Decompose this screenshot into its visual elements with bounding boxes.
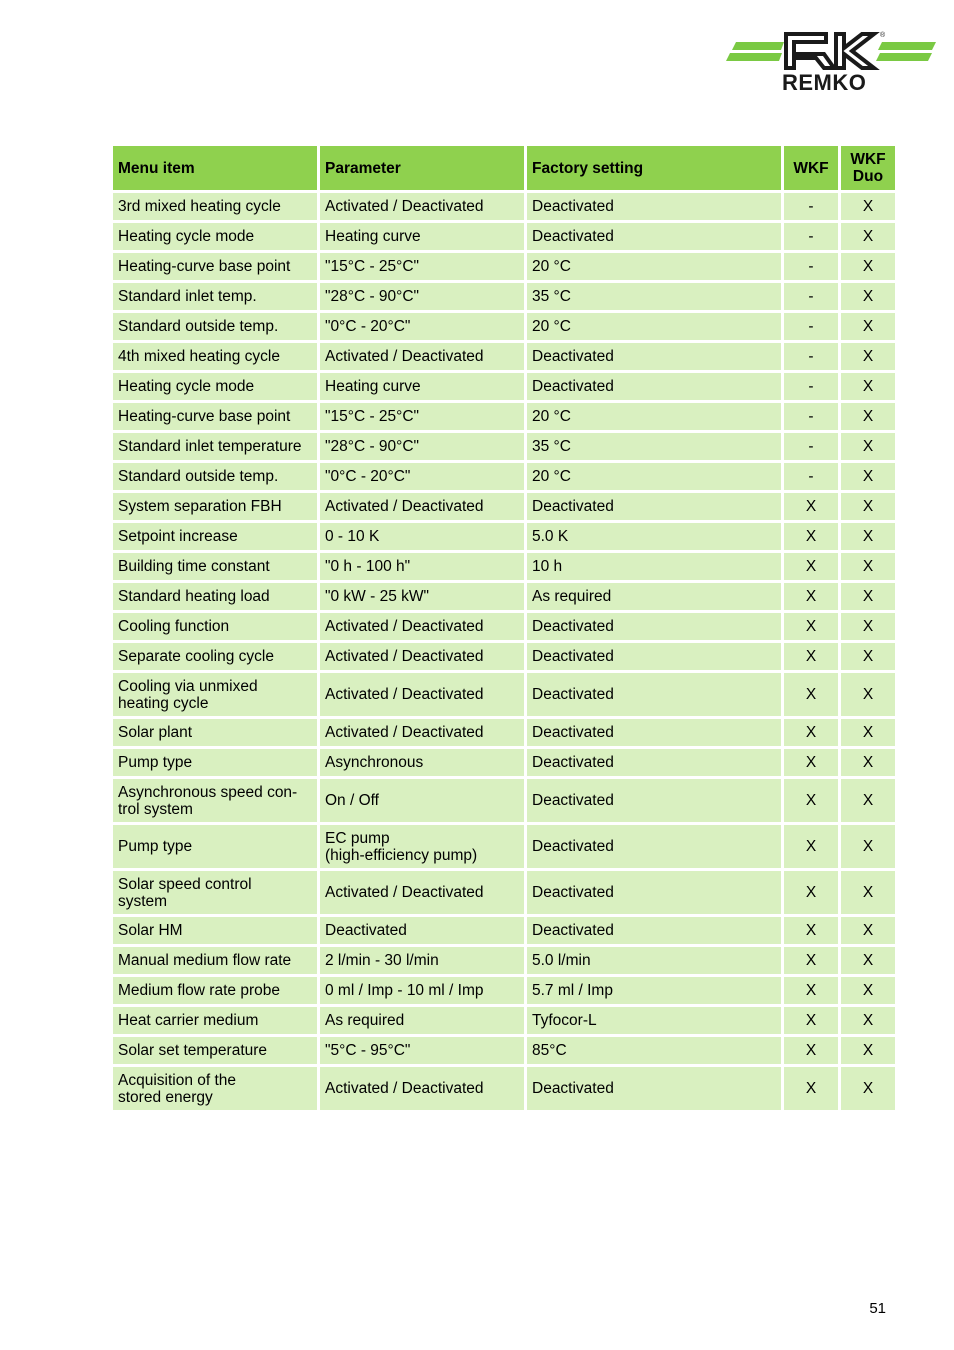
- parameter-cell: "28°C - 90°C": [320, 433, 524, 460]
- table-row: [113, 523, 895, 550]
- wkf-cell: X: [784, 1067, 838, 1110]
- table-row: [113, 583, 895, 610]
- wkf-cell: -: [784, 373, 838, 400]
- wkf-cell: X: [784, 673, 838, 716]
- factory-setting-cell: Deactivated: [527, 825, 781, 868]
- wkf-cell: X: [784, 871, 838, 914]
- wkf-duo-cell: X: [841, 283, 895, 310]
- factory-setting-cell: 20 °C: [527, 313, 781, 340]
- svg-text:REMKO: REMKO: [782, 70, 867, 94]
- menu-item-cell: Solar speed control system: [113, 871, 317, 914]
- parameter-cell: Activated / Deactivated: [320, 613, 524, 640]
- wkf-cell: X: [784, 977, 838, 1004]
- parameter-cell: Activated / Deactivated: [320, 643, 524, 670]
- parameter-cell: Activated / Deactivated: [320, 871, 524, 914]
- menu-item-cell: Cooling function: [113, 613, 317, 640]
- table-row: [113, 343, 895, 370]
- parameter-cell: Asynchronous: [320, 749, 524, 776]
- menu-item-cell: Separate cooling cycle: [113, 643, 317, 670]
- menu-item-cell: Cooling via unmixed heating cycle: [113, 673, 317, 716]
- factory-setting-cell: 20 °C: [527, 463, 781, 490]
- wkf-duo-cell: X: [841, 643, 895, 670]
- table-row: [113, 643, 895, 670]
- wkf-cell: -: [784, 403, 838, 430]
- menu-item-cell: Acquisition of the stored energy: [113, 1067, 317, 1110]
- svg-text:®: ®: [880, 32, 886, 39]
- factory-setting-cell: 20 °C: [527, 253, 781, 280]
- parameter-cell: Deactivated: [320, 917, 524, 944]
- table-row: [113, 193, 895, 220]
- column-header-factory-setting: Factory setting: [527, 146, 781, 190]
- wkf-cell: X: [784, 825, 838, 868]
- table-row: [113, 947, 895, 974]
- wkf-duo-cell: X: [841, 193, 895, 220]
- menu-item-cell: Heating-curve base point: [113, 403, 317, 430]
- wkf-duo-cell: X: [841, 553, 895, 580]
- factory-setting-cell: Deactivated: [527, 373, 781, 400]
- factory-setting-cell: Deactivated: [527, 343, 781, 370]
- table-row: [113, 613, 895, 640]
- parameter-cell: 0 ml / Imp - 10 ml / Imp: [320, 977, 524, 1004]
- factory-setting-cell: 5.0 K: [527, 523, 781, 550]
- parameter-cell: As required: [320, 1007, 524, 1034]
- wkf-duo-cell: X: [841, 403, 895, 430]
- parameter-cell: Activated / Deactivated: [320, 493, 524, 520]
- menu-item-cell: Heating cycle mode: [113, 373, 317, 400]
- table-body: [113, 193, 895, 1110]
- column-header-parameter: Parameter: [320, 146, 524, 190]
- parameter-cell: "0 kW - 25 kW": [320, 583, 524, 610]
- table-row: [113, 1007, 895, 1034]
- column-header-wkf-duo: WKF Duo: [841, 146, 895, 190]
- menu-item-cell: Manual medium flow rate: [113, 947, 317, 974]
- factory-setting-cell: Deactivated: [527, 493, 781, 520]
- parameter-cell: "0 h - 100 h": [320, 553, 524, 580]
- factory-setting-cell: 5.0 l/min: [527, 947, 781, 974]
- parameter-table: [110, 143, 898, 1113]
- table-row: [113, 313, 895, 340]
- factory-setting-cell: Tyfocor-L: [527, 1007, 781, 1034]
- wkf-duo-cell: X: [841, 977, 895, 1004]
- table-row: [113, 433, 895, 460]
- parameter-cell: "5°C - 95°C": [320, 1037, 524, 1064]
- table-row: [113, 719, 895, 746]
- parameter-cell: 0 - 10 K: [320, 523, 524, 550]
- table-row: [113, 673, 895, 716]
- factory-setting-cell: Deactivated: [527, 223, 781, 250]
- wkf-duo-cell: X: [841, 493, 895, 520]
- page-number: 51: [869, 1300, 886, 1317]
- wkf-cell: X: [784, 553, 838, 580]
- factory-setting-cell: 5.7 ml / Imp: [527, 977, 781, 1004]
- table-row: [113, 373, 895, 400]
- wkf-cell: X: [784, 917, 838, 944]
- parameter-cell: Activated / Deactivated: [320, 1067, 524, 1110]
- table-row: [113, 917, 895, 944]
- menu-item-cell: Standard heating load: [113, 583, 317, 610]
- factory-setting-cell: Deactivated: [527, 871, 781, 914]
- factory-setting-cell: As required: [527, 583, 781, 610]
- parameter-cell: EC pump (high-efficiency pump): [320, 825, 524, 868]
- factory-setting-cell: Deactivated: [527, 643, 781, 670]
- wkf-duo-cell: X: [841, 223, 895, 250]
- table-row: [113, 825, 895, 868]
- wkf-duo-cell: X: [841, 463, 895, 490]
- parameter-cell: "0°C - 20°C": [320, 313, 524, 340]
- wkf-duo-cell: X: [841, 825, 895, 868]
- wkf-cell: X: [784, 947, 838, 974]
- factory-setting-cell: Deactivated: [527, 1067, 781, 1110]
- parameter-cell: Heating curve: [320, 223, 524, 250]
- parameter-cell: "15°C - 25°C": [320, 253, 524, 280]
- factory-setting-cell: Deactivated: [527, 613, 781, 640]
- menu-item-cell: Heating-curve base point: [113, 253, 317, 280]
- wkf-cell: X: [784, 719, 838, 746]
- wkf-cell: X: [784, 643, 838, 670]
- wkf-duo-cell: X: [841, 719, 895, 746]
- wkf-duo-cell: X: [841, 613, 895, 640]
- menu-item-cell: Solar plant: [113, 719, 317, 746]
- column-header-wkf: WKF: [784, 146, 838, 190]
- wkf-duo-cell: X: [841, 871, 895, 914]
- table-row: [113, 253, 895, 280]
- wkf-cell: X: [784, 523, 838, 550]
- wkf-cell: X: [784, 749, 838, 776]
- menu-item-cell: Standard inlet temperature: [113, 433, 317, 460]
- table-row: [113, 749, 895, 776]
- factory-setting-cell: Deactivated: [527, 779, 781, 822]
- table-row: [113, 553, 895, 580]
- wkf-duo-cell: X: [841, 313, 895, 340]
- factory-setting-cell: 35 °C: [527, 433, 781, 460]
- wkf-duo-cell: X: [841, 917, 895, 944]
- factory-setting-cell: Deactivated: [527, 719, 781, 746]
- table-row: [113, 779, 895, 822]
- table-row: [113, 223, 895, 250]
- wkf-cell: -: [784, 433, 838, 460]
- factory-setting-cell: Deactivated: [527, 673, 781, 716]
- parameter-cell: Activated / Deactivated: [320, 193, 524, 220]
- wkf-duo-cell: X: [841, 779, 895, 822]
- menu-item-cell: Pump type: [113, 749, 317, 776]
- wkf-cell: X: [784, 613, 838, 640]
- parameter-cell: "28°C - 90°C": [320, 283, 524, 310]
- parameter-cell: Heating curve: [320, 373, 524, 400]
- wkf-duo-cell: X: [841, 343, 895, 370]
- parameter-cell: "0°C - 20°C": [320, 463, 524, 490]
- table-row: [113, 1037, 895, 1064]
- menu-item-cell: Standard outside temp.: [113, 313, 317, 340]
- wkf-duo-cell: X: [841, 373, 895, 400]
- menu-item-cell: Standard inlet temp.: [113, 283, 317, 310]
- factory-setting-cell: 35 °C: [527, 283, 781, 310]
- wkf-duo-cell: X: [841, 1037, 895, 1064]
- menu-item-cell: Heat carrier medium: [113, 1007, 317, 1034]
- table-row: [113, 283, 895, 310]
- table-row: [113, 463, 895, 490]
- wkf-duo-cell: X: [841, 947, 895, 974]
- wkf-cell: X: [784, 779, 838, 822]
- wkf-cell: -: [784, 343, 838, 370]
- menu-item-cell: Medium flow rate probe: [113, 977, 317, 1004]
- parameter-cell: "15°C - 25°C": [320, 403, 524, 430]
- wkf-duo-cell: X: [841, 1007, 895, 1034]
- table-row: [113, 1067, 895, 1110]
- table-row: [113, 403, 895, 430]
- menu-item-cell: 3rd mixed heating cycle: [113, 193, 317, 220]
- factory-setting-cell: Deactivated: [527, 917, 781, 944]
- wkf-cell: X: [784, 1037, 838, 1064]
- table-header-row: [113, 146, 895, 190]
- wkf-cell: X: [784, 1007, 838, 1034]
- factory-setting-cell: Deactivated: [527, 749, 781, 776]
- factory-setting-cell: 10 h: [527, 553, 781, 580]
- menu-item-cell: Heating cycle mode: [113, 223, 317, 250]
- wkf-cell: -: [784, 193, 838, 220]
- factory-setting-cell: 20 °C: [527, 403, 781, 430]
- menu-item-cell: 4th mixed heating cycle: [113, 343, 317, 370]
- menu-item-cell: Solar HM: [113, 917, 317, 944]
- wkf-duo-cell: X: [841, 253, 895, 280]
- wkf-cell: -: [784, 313, 838, 340]
- table-row: [113, 977, 895, 1004]
- wkf-cell: -: [784, 253, 838, 280]
- wkf-duo-cell: X: [841, 433, 895, 460]
- factory-setting-cell: 85°C: [527, 1037, 781, 1064]
- wkf-duo-cell: X: [841, 673, 895, 716]
- parameter-cell: Activated / Deactivated: [320, 673, 524, 716]
- wkf-duo-cell: X: [841, 1067, 895, 1110]
- remko-logo: [724, 28, 938, 94]
- parameter-cell: On / Off: [320, 779, 524, 822]
- parameter-cell: 2 l/min - 30 l/min: [320, 947, 524, 974]
- table-row: [113, 871, 895, 914]
- wkf-cell: -: [784, 283, 838, 310]
- menu-item-cell: Pump type: [113, 825, 317, 868]
- wkf-duo-cell: X: [841, 749, 895, 776]
- table-row: [113, 493, 895, 520]
- menu-item-cell: Asynchronous speed con- trol system: [113, 779, 317, 822]
- wkf-cell: X: [784, 583, 838, 610]
- factory-setting-cell: Deactivated: [527, 193, 781, 220]
- wkf-duo-cell: X: [841, 523, 895, 550]
- menu-item-cell: Building time constant: [113, 553, 317, 580]
- menu-item-cell: Standard outside temp.: [113, 463, 317, 490]
- menu-item-cell: System separation FBH: [113, 493, 317, 520]
- wkf-duo-cell: X: [841, 583, 895, 610]
- menu-item-cell: Setpoint increase: [113, 523, 317, 550]
- parameter-cell: Activated / Deactivated: [320, 343, 524, 370]
- column-header-menu-item: Menu item: [113, 146, 317, 190]
- parameter-cell: Activated / Deactivated: [320, 719, 524, 746]
- wkf-cell: -: [784, 223, 838, 250]
- menu-item-cell: Solar set temperature: [113, 1037, 317, 1064]
- wkf-cell: -: [784, 463, 838, 490]
- wkf-cell: X: [784, 493, 838, 520]
